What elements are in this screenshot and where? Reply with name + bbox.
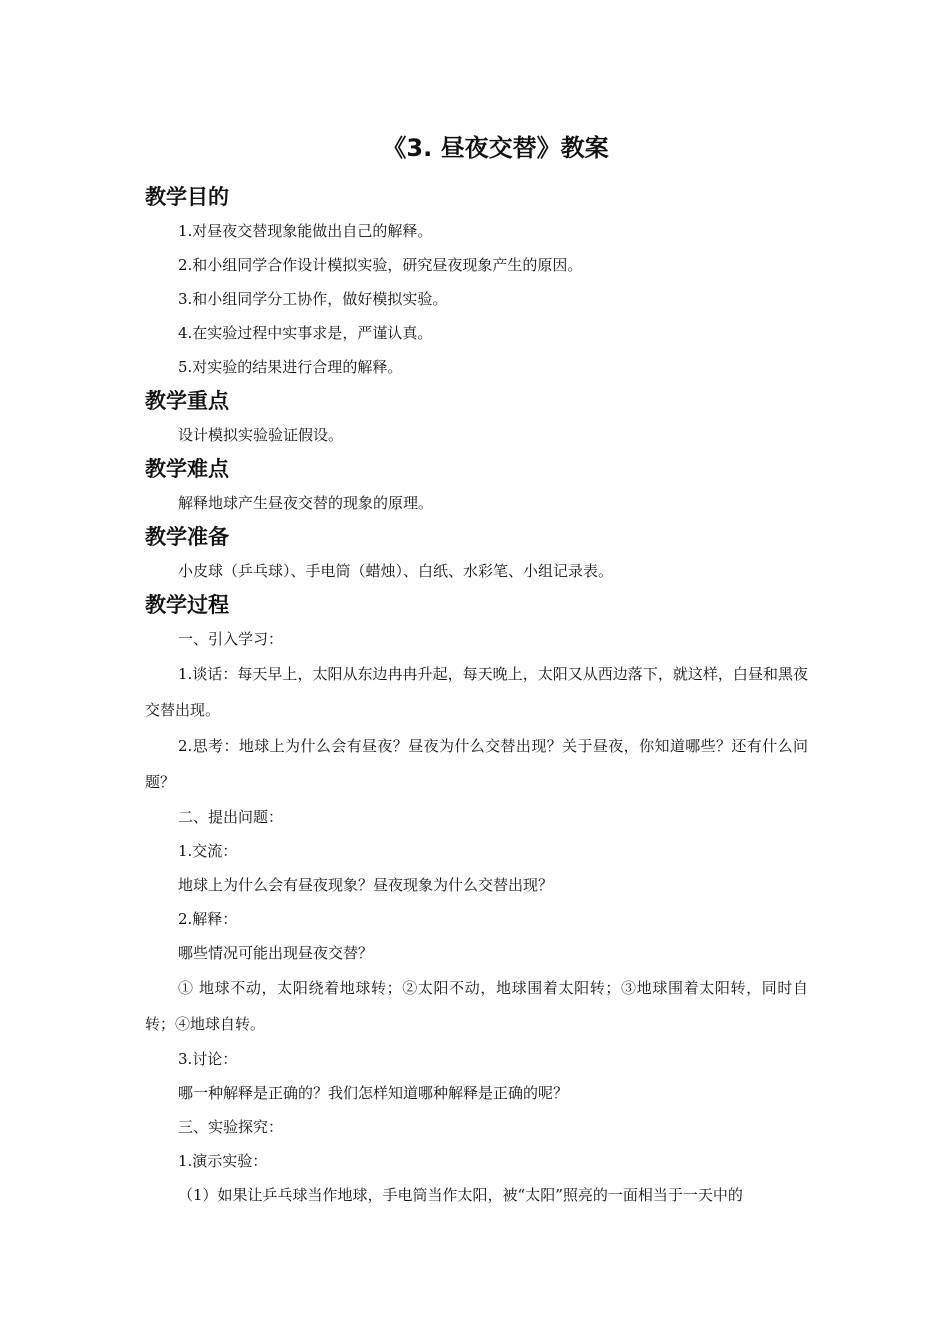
process-paragraph: 地球上为什么会有昼夜现象？昼夜现象为什么交替出现？ xyxy=(178,876,554,894)
process-paragraph: 三、实验探究： xyxy=(178,1118,284,1136)
objective-item: 4.在实验过程中实事求是，严谨认真。 xyxy=(178,324,433,342)
heading-difficulty: 教学难点 xyxy=(145,457,229,481)
heading-preparation: 教学准备 xyxy=(145,525,229,549)
objective-item: 1.对昼夜交替现象能做出自己的解释。 xyxy=(178,222,433,240)
process-paragraph: 1.交流： xyxy=(178,842,238,860)
process-paragraph: 哪些情况可能出现昼夜交替？ xyxy=(178,944,374,962)
heading-key-point: 教学重点 xyxy=(145,389,229,413)
objective-item: 2.和小组同学合作设计模拟实验，研究昼夜现象产生的原因。 xyxy=(178,256,583,274)
process-paragraph: （1）如果让乒乓球当作地球，手电筒当作太阳，被“太阳”照亮的一面相当于一天中的 xyxy=(178,1186,743,1204)
process-paragraph: ① 地球不动，太阳绕着地球转；②太阳不动，地球围着太阳转；③地球围着太阳转，同时自转；④地球自转。 xyxy=(145,979,808,1033)
process-paragraph: 哪一种解释是正确的？我们怎样知道哪种解释是正确的呢？ xyxy=(178,1084,569,1102)
objective-item: 3.和小组同学分工协作，做好模拟实验。 xyxy=(178,290,448,308)
difficulty-text: 解释地球产生昼夜交替的现象的原理。 xyxy=(178,494,434,512)
process-paragraph: 一、引入学习： xyxy=(178,630,284,648)
process-paragraph: 2.解释： xyxy=(178,910,238,928)
process-paragraph: 1.谈话：每天早上，太阳从东边冉冉升起，每天晚上，太阳又从西边落下，就这样，白昼和黑夜交替出现。 xyxy=(145,665,808,719)
heading-process: 教学过程 xyxy=(145,593,229,617)
process-paragraph: 1.演示实验： xyxy=(178,1152,268,1170)
process-paragraph: 2.思考：地球上为什么会有昼夜？昼夜为什么交替出现？关于昼夜，你知道哪些？还有什么问题？ xyxy=(145,737,808,791)
preparation-text: 小皮球（乒乓球）、手电筒（蜡烛）、白纸、水彩笔、小组记录表。 xyxy=(178,562,614,580)
document-title: 《3. 昼夜交替》教案 xyxy=(382,134,609,162)
key-point-text: 设计模拟实验验证假设。 xyxy=(178,426,344,444)
objective-item: 5.对实验的结果进行合理的解释。 xyxy=(178,358,403,376)
heading-objectives: 教学目的 xyxy=(145,185,229,209)
process-paragraph: 二、提出问题： xyxy=(178,808,284,826)
process-paragraph: 3.讨论： xyxy=(178,1050,238,1068)
